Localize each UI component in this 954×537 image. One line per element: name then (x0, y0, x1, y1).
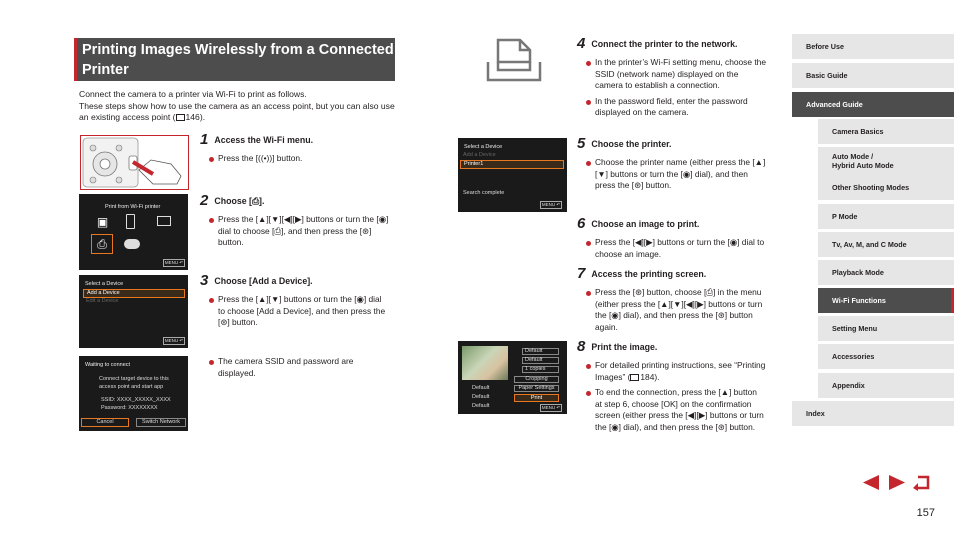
screen-title: Print from Wi-Fi printer (105, 204, 161, 210)
camera-icon: ▣ (96, 215, 109, 229)
step-2 (200, 194, 390, 249)
return-icon[interactable] (912, 474, 932, 491)
switch-network-button: Switch Network (136, 418, 186, 427)
nav-label: Setting Menu (832, 324, 878, 333)
page-title (74, 38, 395, 81)
step-6 (577, 217, 777, 260)
step-4-number: 4 (577, 35, 586, 52)
camera-back-illustration (80, 135, 189, 190)
nav-label: Other Shooting Modes (832, 183, 910, 192)
step-2-heading: Choose [⎙]. (214, 196, 265, 206)
intro-ref-link[interactable]: 146). (185, 112, 206, 122)
nav-index[interactable] (792, 401, 954, 426)
previous-page-icon[interactable] (861, 474, 881, 491)
password-text: Password: XXXXXXXX (101, 405, 158, 411)
nav-setting-menu[interactable] (818, 316, 954, 341)
book-icon (630, 374, 639, 381)
printer-icon (486, 38, 542, 82)
nav-tv-av-m-c-mode[interactable] (818, 232, 954, 257)
nav-label: Index (806, 409, 825, 418)
step-7 (577, 267, 777, 333)
nav-playback-mode[interactable] (818, 260, 954, 285)
left-option-1: Default (472, 385, 490, 391)
step-3-bullet-2: The camera SSID and password are displayed. (209, 356, 389, 379)
edit-device-row: Edit a Device (86, 298, 119, 304)
step-6-number: 6 (577, 215, 586, 232)
select-device-screen-2 (458, 138, 567, 212)
step-1 (200, 133, 390, 165)
step-7-bullet: Press the [⊛] button, choose [⎙] in the menu (either press the [▲][▼][◀][▶] buttons or turn the [◉] dial), and then press the [⊛] button again. (586, 287, 766, 333)
step-3-number: 3 (200, 272, 209, 289)
step-7-number: 7 (577, 265, 586, 282)
nav-label: Tv, Av, M, and C Mode (832, 240, 907, 249)
menu-back-badge: MENU ↶ (541, 405, 561, 410)
nav-label: P Mode (832, 212, 858, 221)
ssid-text: SSID: XXXX_XXXXX_XXXX (101, 397, 171, 403)
nav-appendix[interactable] (818, 373, 954, 398)
step-8-heading: Print the image. (591, 342, 658, 352)
step-8-bullet-1 (586, 360, 766, 383)
nav-label: Camera Basics (832, 127, 884, 136)
book-icon (176, 114, 185, 121)
step-4-heading: Connect the printer to the network. (591, 39, 738, 49)
screen-title: Waiting to connect (85, 362, 131, 368)
printing-images-ref-link[interactable]: 184). (640, 371, 660, 382)
left-option-2: Default (472, 394, 490, 400)
step-2-number: 2 (200, 192, 209, 209)
print-option-3: 1 copies (522, 366, 559, 373)
screen-title: Select a Device (464, 144, 503, 150)
step-5 (577, 137, 777, 192)
intro-text (79, 89, 399, 124)
nav-other-shooting-modes[interactable] (818, 175, 954, 200)
waiting-line-2: access point and start app (99, 384, 164, 390)
intro-line-2 (79, 101, 399, 124)
step-8-number: 8 (577, 338, 586, 355)
step-5-bullet: Choose the printer name (either press the [▲][▼] buttons or turn the [◉] dial), and then press the [⊛] button. (586, 157, 766, 192)
nav-advanced-guide[interactable] (792, 92, 954, 117)
print-settings-screen (458, 341, 567, 414)
nav-label-line-2: Hybrid Auto Mode (832, 161, 894, 170)
printer-icon-selected: ⎙ (91, 234, 113, 254)
step-3-bullet-1: Press the [▲][▼] buttons or turn the [◉] dial to choose [Add a Device], and then press the [⊛] button. (209, 294, 390, 329)
step-6-bullet: Press the [◀][▶] buttons or turn the [◉] dial to choose an image. (586, 237, 766, 260)
page-title-text: Printing Images Wirelessly from a Connected Printer (82, 42, 394, 78)
nav-label: Advanced Guide (806, 100, 863, 109)
step-4-bullet-2: In the password field, enter the password displayed on the camera. (586, 96, 766, 119)
step-3 (200, 274, 390, 329)
step-1-number: 1 (200, 131, 209, 148)
nav-label: Appendix (832, 381, 865, 390)
cropping-option: Cropping (514, 376, 559, 383)
step-1-bullet: Press the [((•))] button. (209, 153, 390, 165)
print-option: Print (514, 394, 559, 402)
intro-line-1: Connect the camera to a printer via Wi-Fi to print as follows. (79, 89, 307, 99)
step-4 (577, 37, 777, 119)
waiting-line-1: Connect target device to this (99, 376, 169, 382)
nav-wifi-functions[interactable] (818, 288, 954, 313)
nav-basic-guide[interactable] (792, 63, 954, 88)
waiting-to-connect-screen (79, 356, 188, 431)
step-7-heading: Access the printing screen. (591, 269, 707, 279)
print-option-1: Default (522, 348, 559, 355)
step-5-number: 5 (577, 135, 586, 152)
nav-label: Basic Guide (806, 71, 848, 80)
paper-settings-option: Paper Settings (514, 385, 559, 392)
nav-label: Playback Mode (832, 268, 884, 277)
print-from-wifi-screen (79, 194, 188, 270)
step-2-bullet: Press the [▲][▼][◀][▶] buttons or turn the [◉] dial to choose [⎙], and then press the [⊛] button. (209, 214, 390, 249)
intro-line-2-text: These steps show how to use the camera as an access point, but you can also use an existing access point ( (79, 100, 395, 122)
photo-thumbnail (462, 346, 508, 380)
nav-label: Wi-Fi Functions (832, 296, 886, 305)
nav-auto-mode[interactable] (818, 147, 954, 175)
step-6-heading: Choose an image to print. (591, 219, 700, 229)
smartphone-icon (126, 214, 135, 229)
cancel-button: Cancel (81, 418, 129, 427)
menu-back-badge: MENU ↶ (541, 202, 561, 207)
step-8-bullet-2: To end the connection, press the [▲] button at step 6, choose [OK] on the confirmation screen (either press the [◀][▶] buttons or turn the [◉] dial), and then press the [⊛] button. (586, 387, 766, 433)
left-option-3: Default (472, 403, 490, 409)
nav-before-use[interactable] (792, 34, 954, 59)
step-1-heading: Access the Wi-Fi menu. (214, 135, 314, 145)
cloud-icon (124, 239, 140, 249)
print-option-2: Default (522, 357, 559, 364)
add-device-row: Add a Device (83, 289, 185, 298)
next-page-icon[interactable] (887, 474, 907, 491)
step-3-heading: Choose [Add a Device]. (214, 276, 313, 286)
menu-back-badge: MENU ↶ (164, 338, 184, 343)
step-8-bullet-1-text: For detailed printing instructions, see “Printing Images” ( (595, 360, 766, 382)
menu-back-badge: MENU ↶ (164, 260, 184, 265)
add-device-row: Add a Device (463, 152, 496, 158)
step-8 (577, 340, 777, 433)
nav-label: Before Use (806, 42, 844, 51)
screen-title: Select a Device (85, 281, 124, 287)
select-device-screen-1 (79, 275, 188, 348)
search-complete-text: Search complete (463, 190, 505, 196)
page-number: 157 (916, 507, 935, 519)
printer1-row: Printer1 (460, 160, 564, 169)
step-4-bullet-1: In the printer’s Wi-Fi setting menu, choose the SSID (network name) displayed on the camera to establish a connection. (586, 57, 766, 92)
nav-label: Accessories (832, 352, 875, 361)
nav-accessories[interactable] (818, 344, 954, 369)
nav-p-mode[interactable] (818, 204, 954, 229)
computer-icon (157, 216, 171, 226)
step-5-heading: Choose the printer. (591, 139, 672, 149)
nav-label-line-1: Auto Mode / (832, 152, 874, 161)
nav-camera-basics[interactable] (818, 119, 954, 144)
